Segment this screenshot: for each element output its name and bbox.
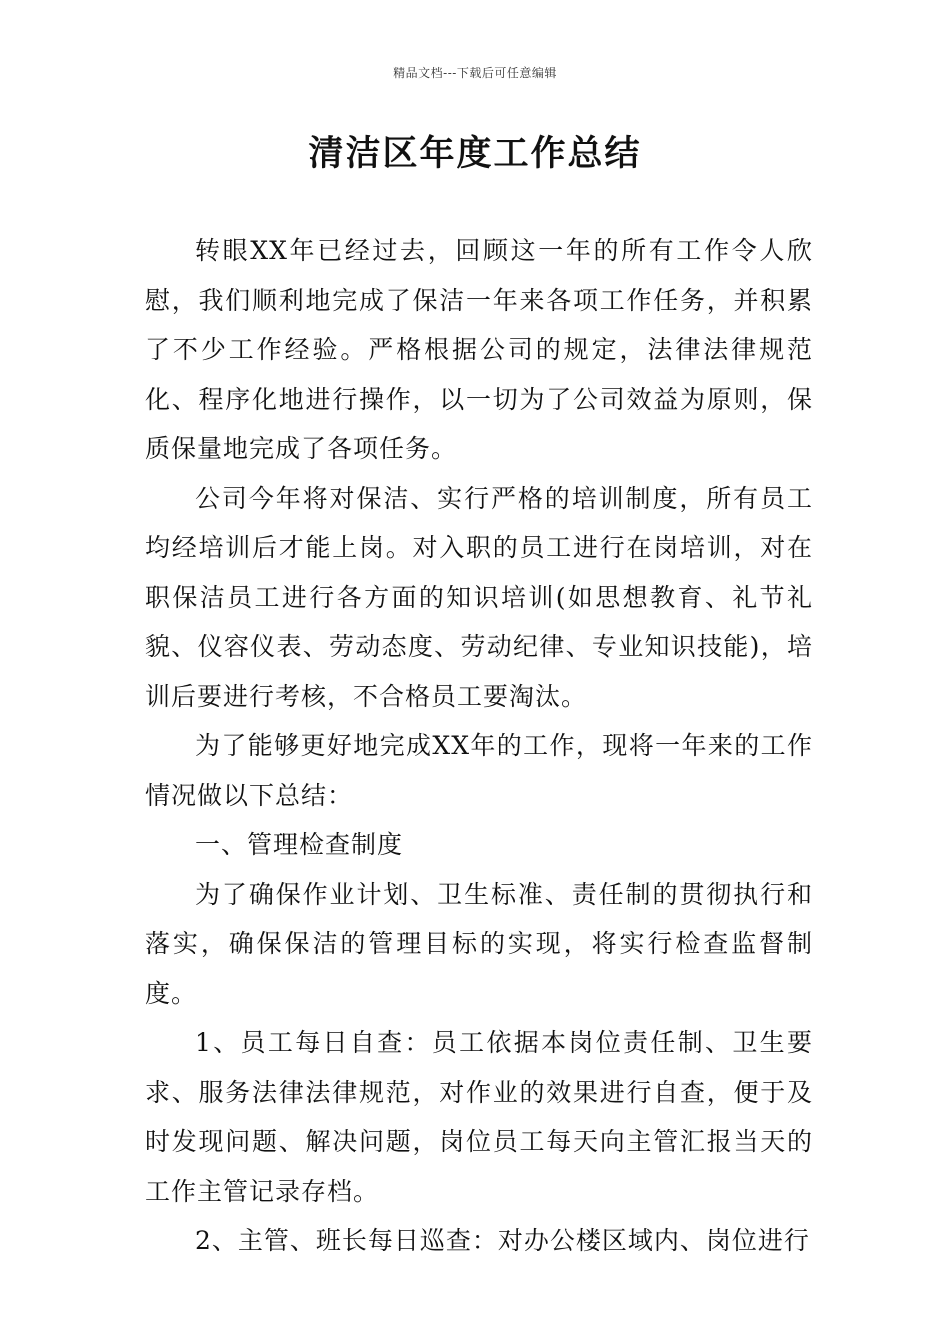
paragraph-daily-patrol: 2、主管、班长每日巡查：对办公楼区域内、岗位进行 — [195, 1226, 810, 1255]
paragraph-intro: 转眼XX年已经过去，回顾这一年的所有工作令人欣慰，我们顺利地完成了保洁一年来各项工作任务，并积累了不少工作经验。严格根据公司的规定，法律法律规范化、程序化地进行操作，以一切为了公司效益为原则，保质保量地完成了各项任务。 — [145, 236, 813, 463]
paragraph-inspection-purpose: 为了确保作业计划、卫生标准、责任制的贯彻执行和落实，确保保洁的管理目标的实现，将实行检查监督制度。 — [145, 879, 813, 1008]
section-heading-management: 一、管理检查制度 — [195, 830, 404, 859]
paragraph-daily-self-check: 1、员工每日自查：员工依据本岗位责任制、卫生要求、服务法律法律规范，对作业的效果进行自查，便于及时发现问题、解决问题，岗位员工每天向主管汇报当天的工作主管记录存档。 — [145, 1028, 813, 1206]
document-body — [145, 226, 813, 1266]
header-note: 精品文档---下载后可任意编辑 — [393, 66, 557, 80]
document-title: 清洁区年度工作总结 — [308, 134, 642, 174]
paragraph-summary-lead: 为了能够更好地完成XX年的工作，现将一年来的工作情况做以下总结： — [145, 731, 813, 810]
paragraph-training: 公司今年将对保洁、实行严格的培训制度，所有员工均经培训后才能上岗。对入职的员工进行在岗培训，对在职保洁员工进行各方面的知识培训(如思想教育、礼节礼貌、仪容仪表、劳动态度、劳动纪律、专业知识技能)，培训后要进行考核，不合格员工要淘汰。 — [145, 483, 813, 711]
